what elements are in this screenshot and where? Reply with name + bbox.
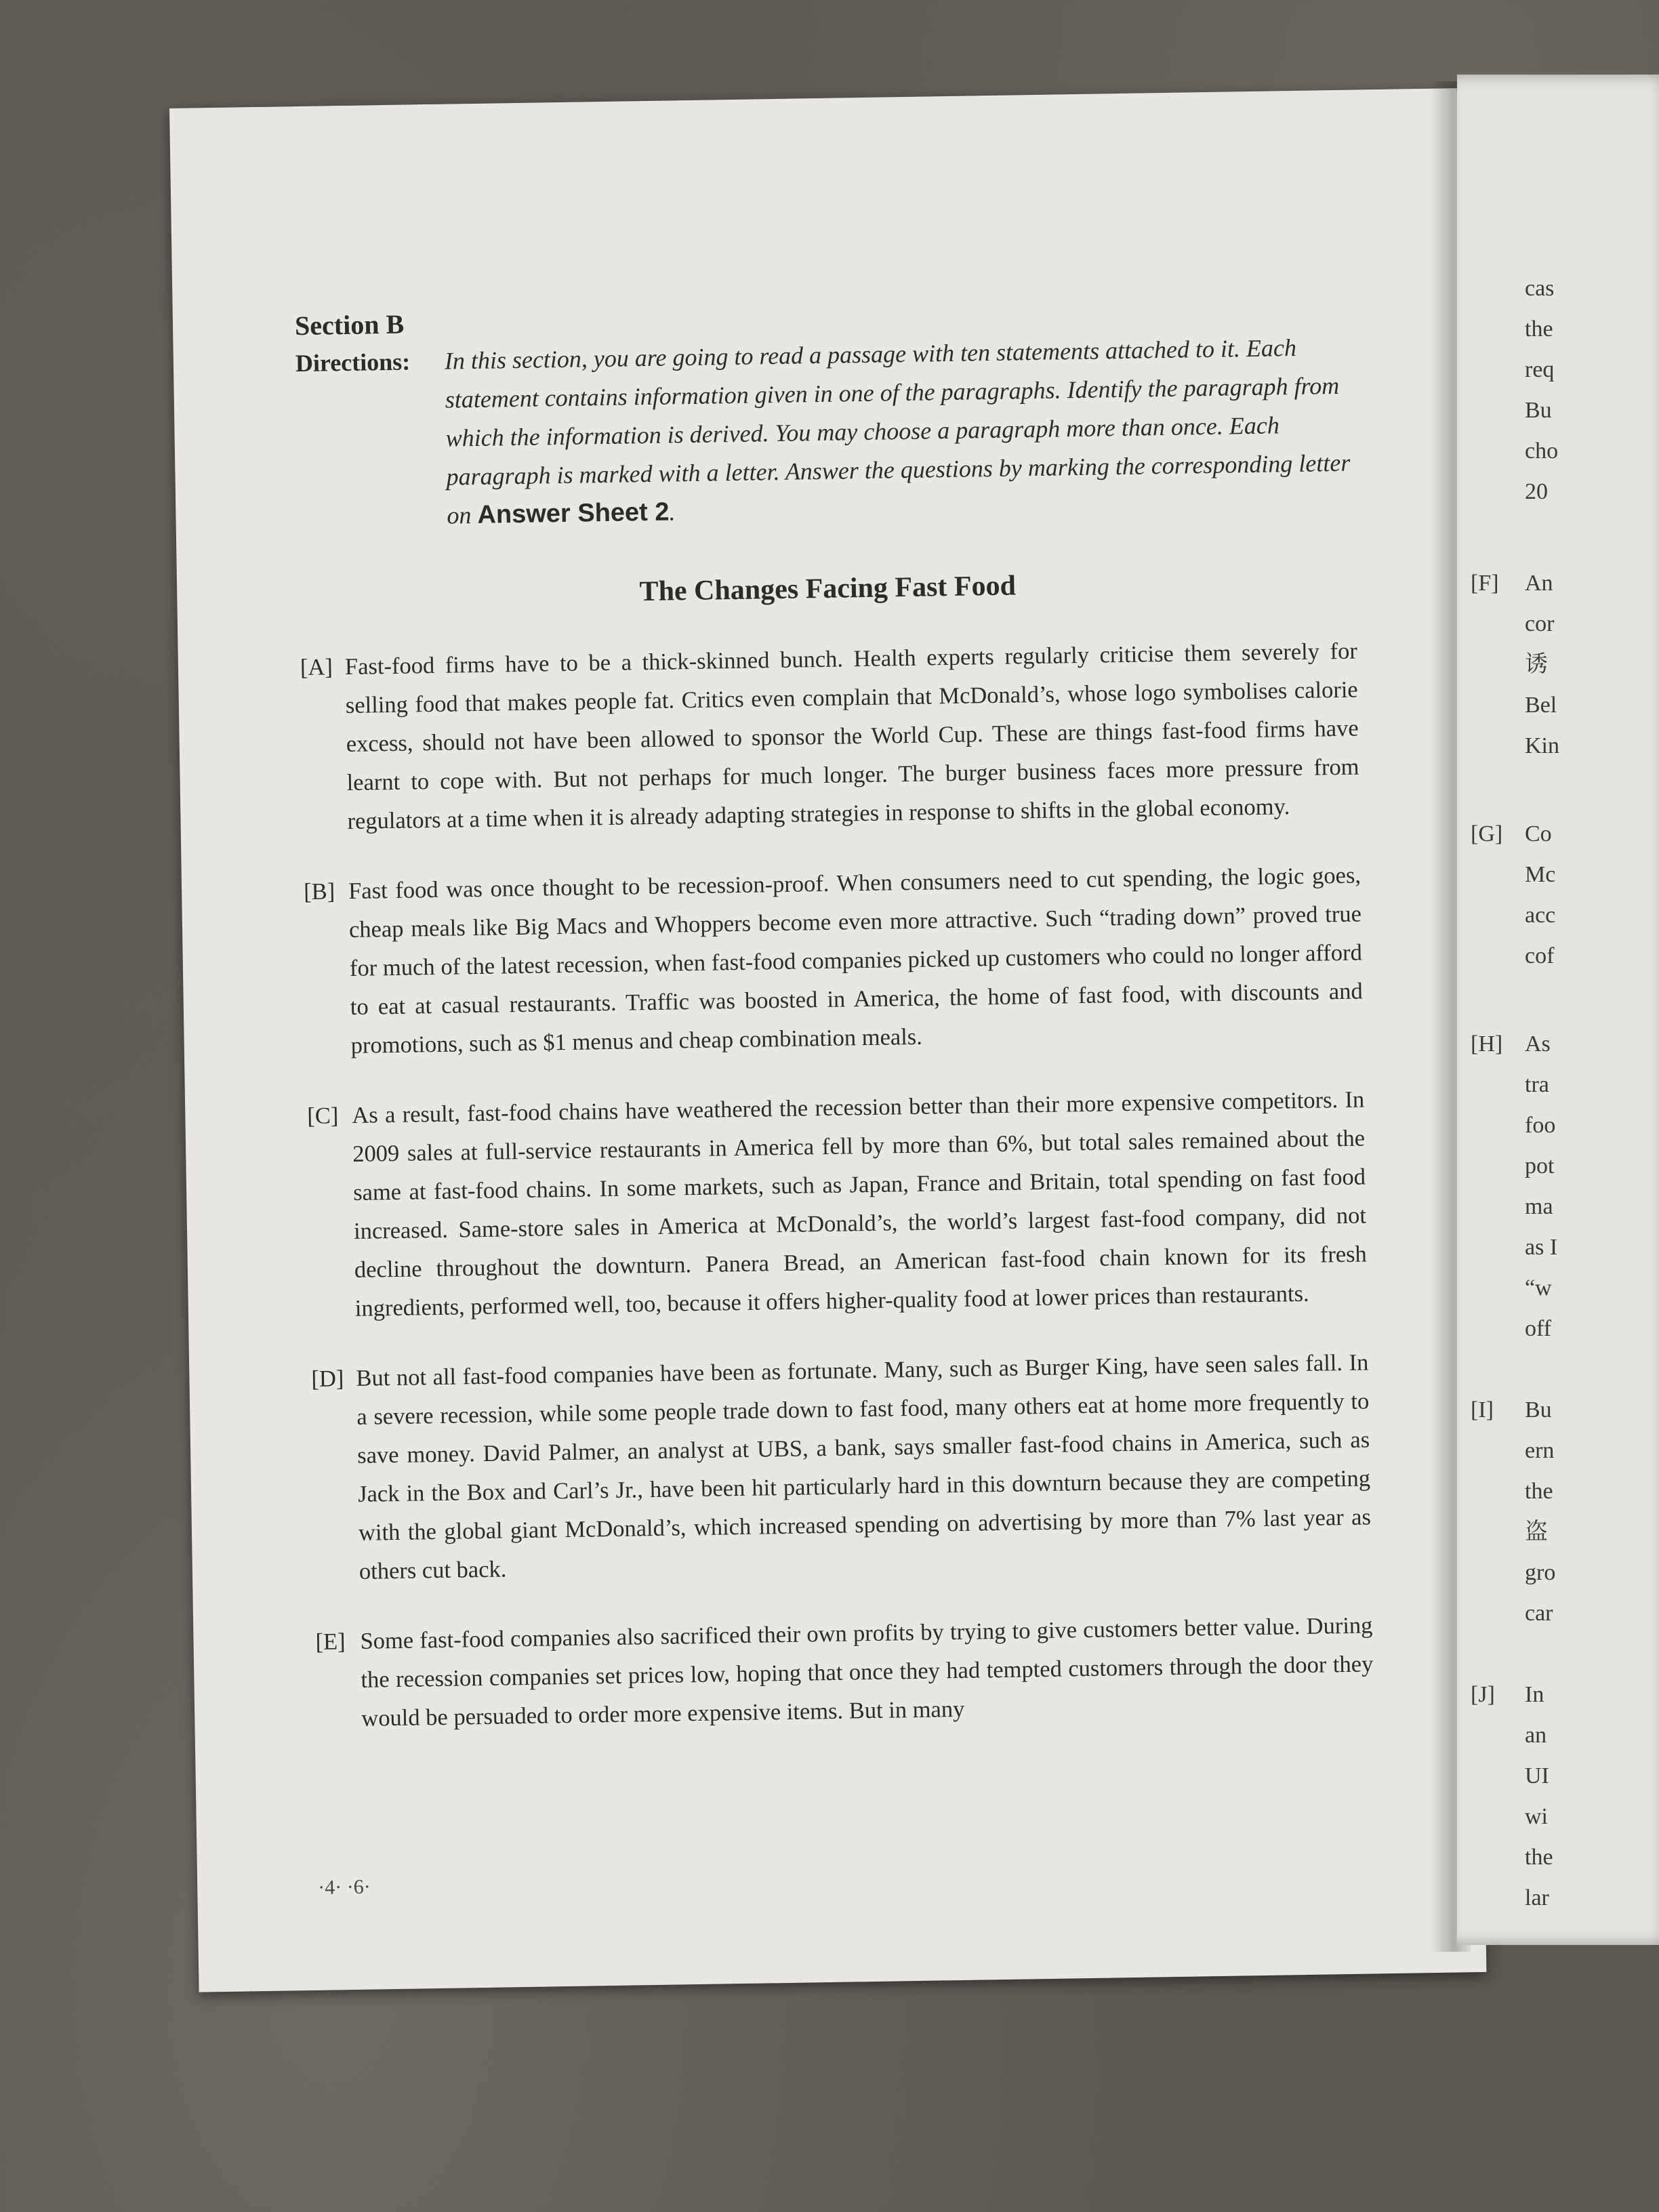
right-fragment: ern: [1525, 1438, 1555, 1463]
right-fragment: acc: [1525, 903, 1556, 928]
right-item-g: [1471, 813, 1552, 855]
right-fragment: cho: [1525, 438, 1559, 464]
directions-text: [444, 328, 1355, 535]
right-fragment: cof: [1525, 943, 1555, 968]
paragraph-letter: [C]: [307, 1103, 339, 1129]
paragraph-e: [315, 1606, 1374, 1738]
paragraph-text: Fast-food firms have to be a thick-skinned bunch. Health experts regularly criticise them severely for selling food that makes people fat. Critics even complain that McDonald’s, whose logo symbolises calorie excess, should not have been allowed to sponsor the World Cup. These are things fast-food firms have learnt to cope with. But not perhaps for much longer. The burger business faces more pressure from regulators at a time when it is already adapting strategies in response to shifts in the global economy.: [344, 638, 1359, 835]
right-fragment: off: [1525, 1316, 1552, 1341]
right-fragment: Bu: [1525, 398, 1552, 423]
paragraph-text: Fast food was once thought to be recession-proof. When consumers need to cut spending, the logic goes, cheap meals like Big Macs and Whoppers become even more attractive. Such “trading down” proved true for much of the latest recession, when fast-food companies picked up customers who could no longer afford to eat at casual restaurants. Traffic was boosted in America, the home of fast food, with discounts and promotions, such as $1 menus and cheap combination meals.: [348, 862, 1363, 1059]
book-right-page: [1457, 75, 1659, 1945]
right-fragment: In: [1525, 1682, 1544, 1707]
right-fragment: the: [1525, 1479, 1553, 1504]
section-title: Section B: [294, 308, 405, 342]
right-fragment: the: [1525, 1845, 1553, 1870]
paragraph-text: As a result, fast-food chains have weathered the recession better than their more expensive competitors. In 2009 sales at full-service restaurants in America fell by more than 6%, but total sales remained about the same at fast-food chains. In some markets, such as Japan, France and Britain, total spending on fast food increased. Same-store sales in America at McDonald’s, the world’s largest fast-food company, did not decline throughout the downturn. Panera Bread, an American fast-food chain known for its fresh ingredients, performed well, too, because it offers higher-quality food at lower prices than restaurants.: [352, 1086, 1368, 1322]
right-item-j: [1471, 1674, 1544, 1716]
right-fragment: the: [1525, 316, 1553, 342]
paragraph-letter: [A]: [300, 654, 333, 681]
page-number: ·4· ·6·: [318, 1875, 371, 1899]
right-fragment: Bel: [1525, 693, 1557, 718]
directions-body: In this section, you are going to read a passage with ten statements attached to it. Each statement contains information given in one of the paragraphs. Identify the paragraph from which the information is derived. You may choose a paragraph more than once. Each paragraph is marked with a letter. Answer the questions by marking the corresponding letter on: [444, 333, 1351, 529]
right-fragment: ma: [1525, 1194, 1553, 1219]
right-fragment: wi: [1525, 1804, 1548, 1829]
paragraph-letter: [D]: [311, 1366, 344, 1392]
right-fragment: pot: [1525, 1153, 1555, 1179]
page-content: [295, 293, 1375, 1770]
right-item-letter: [G]: [1471, 821, 1503, 846]
right-fragment: Kin: [1525, 733, 1559, 758]
right-fragment: As: [1525, 1031, 1551, 1057]
right-fragment: “w: [1525, 1275, 1552, 1300]
right-fragment: lar: [1525, 1885, 1549, 1910]
directions-period: .: [669, 498, 676, 526]
paragraph-b: [304, 857, 1364, 1066]
right-fragment: 盗: [1525, 1519, 1548, 1544]
directions: [295, 328, 1355, 537]
right-fragment: 诱: [1525, 652, 1548, 677]
right-item-letter: [J]: [1471, 1682, 1495, 1707]
right-fragment: Co: [1525, 821, 1552, 846]
paragraph-a: [300, 632, 1360, 842]
right-fragment: cas: [1525, 276, 1555, 301]
right-fragment: UI: [1525, 1763, 1549, 1788]
right-fragment: an: [1525, 1723, 1547, 1748]
right-fragment: req: [1525, 357, 1555, 382]
paragraph-text: But not all fast-food companies have been as fortunate. Many, such as Burger King, have seen sales fall. In a severe recession, while some people trade down to fast food, many others eat at home more frequently to save money. David Palmer, an analyst at UBS, a bank, says smaller fast-food chains in America, such as Jack in the Box and Carl’s Jr., have been hit particularly hard in this downturn because they are competing with the global giant McDonald’s, which increased spending on advertising by more than 7% last year as others cut back.: [356, 1349, 1372, 1584]
right-item-letter: [F]: [1471, 571, 1499, 596]
book-left-page: [169, 88, 1486, 1992]
right-fragment: Bu: [1525, 1397, 1552, 1422]
directions-label: Directions:: [295, 348, 411, 377]
right-fragment: gro: [1525, 1560, 1556, 1585]
right-item-i: [1471, 1389, 1552, 1431]
right-item-h: [1471, 1023, 1551, 1065]
paragraph-text: Some fast-food companies also sacrificed their own profits by trying to give customers better value. During the recession companies set prices low, hoping that once they had tempted customers through the door they would be persuaded to order more expensive items. But in many: [360, 1612, 1374, 1732]
right-item-letter: [I]: [1471, 1397, 1494, 1422]
paragraph-d: [311, 1343, 1372, 1591]
right-fragment: foo: [1525, 1113, 1556, 1138]
right-fragment: Mc: [1525, 862, 1556, 887]
paragraph-letter: [E]: [315, 1629, 346, 1655]
right-item-letter: [H]: [1471, 1031, 1503, 1057]
right-fragment: An: [1525, 571, 1553, 596]
right-fragment: 20: [1525, 479, 1548, 504]
paragraph-letter: [B]: [303, 878, 335, 905]
right-fragment: car: [1525, 1601, 1553, 1626]
right-fragment: tra: [1525, 1072, 1549, 1097]
right-fragment: as I: [1525, 1235, 1558, 1260]
answer-sheet-ref: Answer Sheet 2: [477, 497, 670, 529]
right-fragment: cor: [1525, 611, 1555, 636]
passage-title: The Changes Facing Fast Food: [639, 570, 1017, 608]
paragraph-c: [307, 1080, 1368, 1328]
right-item-f: [1471, 562, 1553, 605]
